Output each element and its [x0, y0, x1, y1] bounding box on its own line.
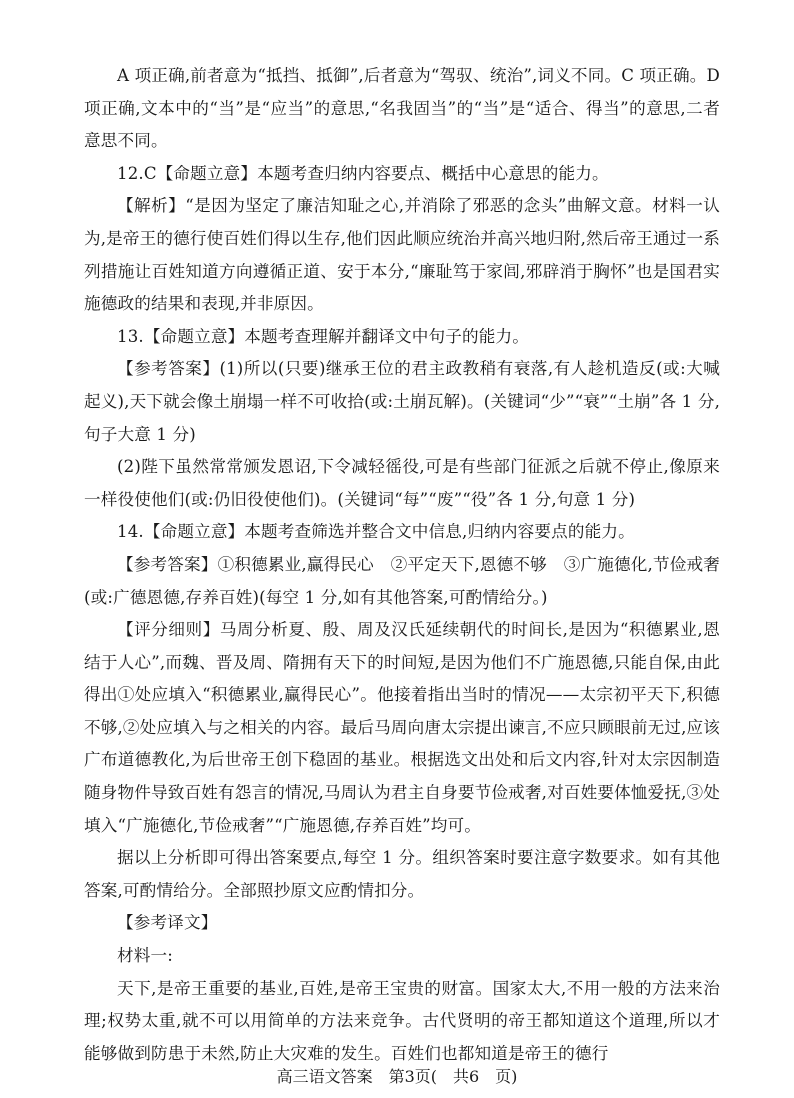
paragraph-translation-text: 天下,是帝王重要的基业,百姓,是帝王宝贵的财富。国家太大,不用一般的方法来治理;权势太重,就不可以用简单的方法来竞争。古代贤明的帝王都知道这个道理,所以才能够做到防患于未然,防止大灾难的发生。百姓们也都知道是帝王的德行: [84, 978, 720, 1063]
paragraph-q12-analysis: 【解析】“是因为坚定了廉洁知耻之心,并消除了邪恶的念头”曲解文意。材料一认为,是帝王的德行使百姓们得以生存,他们因此顺应统治并高兴地归附,然后帝王通过一系列措施让百姓知道方向遵循正道、安于本分,“廉耻笃于家闾,邪辟消于胸怀”也是国君实施德政的结果和表现,并非原因。: [84, 196, 720, 314]
paragraph-option-analysis: A 项正确,前者意为“抵挡、抵御”,后者意为“驾驭、统治”,词义不同。C 项正确。D 项正确,文本中的“当”是“应当”的意思,“名我固当”的“当”是“适合、得当”的意思,二者意思不同。: [84, 66, 720, 151]
paragraph-q14-summary: 据以上分析即可得出答案要点,每空 1 分。组织答案时要注意字数要求。如有其他答案,可酌情给分。全部照抄原文应酌情扣分。: [84, 848, 720, 900]
paragraph-q13-answer-2: (2)陛下虽然常常颁发恩诏,下令减轻徭役,可是有些部门征派之后就不停止,像原来一样役使他们(或:仍旧役使他们)。(关键词“每”“废”“役”各 1 分,句意 1 分): [84, 457, 720, 509]
paragraph-q14-answer: 【参考答案】①积德累业,赢得民心 ②平定天下,恩德不够 ③广施德化,节俭戒奢(或:广德恩德,存养百姓)(每空 1 分,如有其他答案,可酌情给分。): [84, 554, 720, 607]
paragraph-material-one-label: 材料一:: [117, 946, 173, 966]
answer-page: [84, 60, 720, 1070]
paragraph-q14-scoring: 【评分细则】马周分析夏、殷、周及汉氏延续朝代的时间长,是因为“积德累业,恩结于人心”,而魏、晋及周、隋拥有天下的时间短,是因为他们不广施恩德,只能自保,由此得出①处应填入“积德累业,赢得民心”。他接着指出当时的情况——太宗初平天下,积德不够,②处应填入与之相关的内容。最后马周向唐太宗提出谏言,不应只顾眼前无过,应该广布道德教化,为后世帝王创下稳固的基业。根据选文出处和后文内容,针对太宗因制造随身物件导致百姓有怨言的情况,马周认为君主自身要节俭戒奢,对百姓要体恤爱抚,③处填入“广施德化,节俭戒奢”“广施恩德,存养百姓”均可。: [84, 620, 720, 835]
paragraph-translation-heading: 【参考译文】: [117, 913, 218, 933]
paragraph-q13-intent: 13.【命题立意】本题考查理解并翻译文中句子的能力。: [117, 326, 529, 346]
paragraph-q12-intent: 12.C【命题立意】本题考查归纳内容要点、概括中心意思的能力。: [117, 163, 609, 183]
page-footer: 高三语文答案 第3页( 共6 页): [276, 1067, 518, 1086]
paragraph-q14-intent: 14.【命题立意】本题考查筛选并整合文中信息,归纳内容要点的能力。: [117, 522, 635, 542]
paragraph-q13-answer-1: 【参考答案】(1)所以(只要)继承王位的君主政教稍有衰落,有人趁机造反(或:大喊起义),天下就会像土崩塌一样不可收拾(或:土崩瓦解)。(关键词“少”“衰”“土崩”各 1 分,句子大意 1 分): [84, 359, 720, 444]
